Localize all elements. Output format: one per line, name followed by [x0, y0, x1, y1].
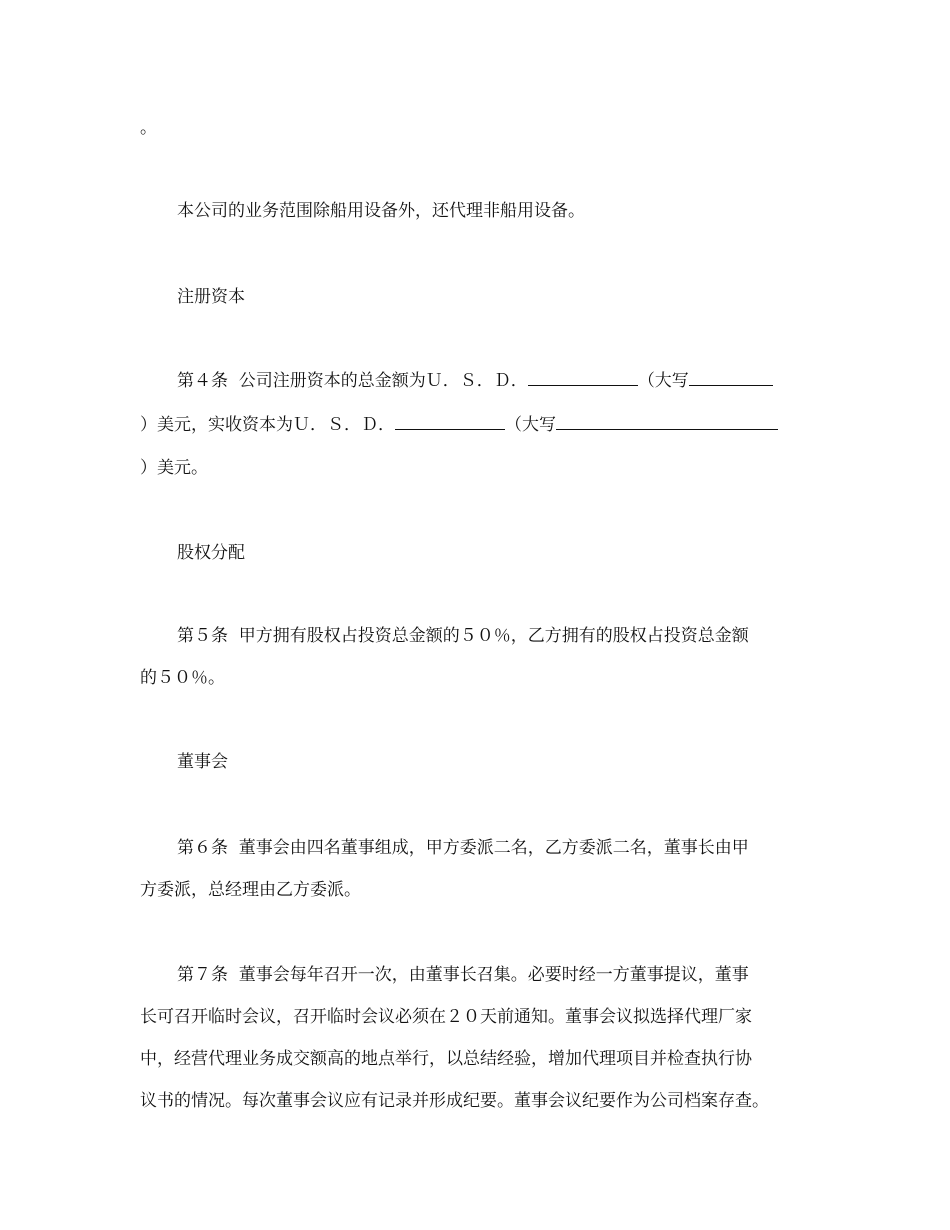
article-4-text-b: （大写	[637, 371, 689, 391]
article-7-line-3: 中，经营代理业务成交额高的地点举行，以总结经验，增加代理项目并检查执行协	[140, 1049, 752, 1069]
article-6-line-1: 第６条 董事会由四名董事组成，甲方委派二名，乙方委派二名，董事长由甲	[177, 838, 749, 858]
article-5-line-1: 第５条 甲方拥有股权占投资总金额的５０％，乙方拥有的股权占投资总金额	[177, 626, 749, 646]
article-7-line-1: 第７条 董事会每年召开一次，由董事长召集。必要时经一方董事提议，董事	[177, 965, 749, 985]
paid-in-amount-words-blank[interactable]	[556, 413, 778, 430]
total-amount-blank[interactable]	[528, 369, 638, 386]
heading-board-of-directors: 董事会	[177, 752, 228, 772]
article-7-line-2: 长可召开临时会议，召开临时会议必须在２０天前通知。董事会议拟选择代理厂家	[140, 1007, 752, 1027]
heading-equity-distribution: 股权分配	[177, 543, 245, 563]
article-4-line-2	[140, 413, 778, 437]
heading-registered-capital: 注册资本	[177, 287, 245, 307]
article-6-line-2: 方委派，总经理由乙方委派。	[140, 880, 361, 900]
article-5-line-2: 的５０％。	[140, 668, 225, 688]
business-scope-paragraph: 本公司的业务范围除船用设备外，还代理非船用设备。	[177, 201, 585, 221]
total-amount-words-blank[interactable]	[689, 369, 773, 386]
article-4-text-c: ）美元，实收资本为Ｕ．Ｓ．Ｄ．	[140, 415, 395, 435]
article-4-text-d: （大写	[505, 415, 556, 435]
article-4-text-a: 第４条 公司注册资本的总金额为Ｕ．Ｓ．Ｄ．	[177, 371, 528, 391]
article-7-line-4: 议书的情况。每次董事会议应有记录并形成纪要。董事会议纪要作为公司档案存查。	[140, 1091, 769, 1111]
lead-punctuation: 。	[140, 118, 157, 138]
article-4-line-1	[177, 369, 773, 393]
article-4-line-3: ）美元。	[140, 458, 208, 478]
paid-in-amount-blank[interactable]	[395, 413, 505, 430]
